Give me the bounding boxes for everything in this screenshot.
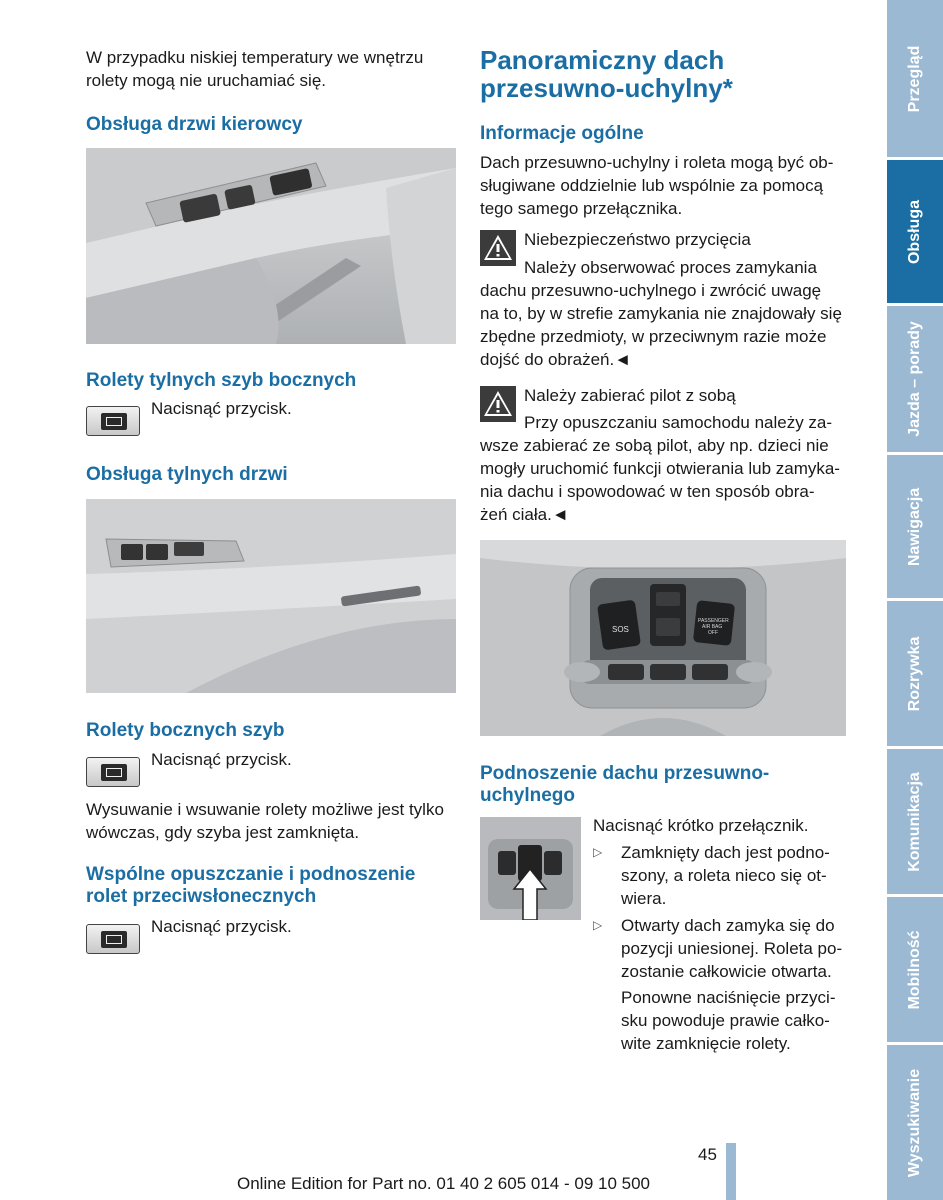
heading-side-blinds: Rolety bocznych szyb <box>86 720 285 741</box>
roof-console-photo <box>480 540 846 736</box>
heading-rear-side-blinds: Rolety tylnych szyb bocznych <box>86 370 357 391</box>
intro-text: W przypadku niskiej temperatury we wnętrzu rolety mogą nie uruchamiać się. <box>86 48 424 90</box>
page-number: 45 <box>698 1145 717 1164</box>
side-blind-button-icon <box>86 757 140 787</box>
press-text-3: Nacisnąć przycisk. <box>151 917 292 936</box>
airbag-label-3: OFF <box>708 630 718 636</box>
tab-rozrywka[interactable]: Rozrywka <box>887 601 943 746</box>
footer-edition: Online Edition for Part no. 01 40 2 605 014 - 09 10 500 <box>236 1174 650 1193</box>
bullet-2-text: Otwarty dach zamyka się do pozycji uniesionej. Roleta po- zostanie całkowicie otwarta. <box>621 916 843 981</box>
tab-nawigacja[interactable]: Nawigacja <box>887 455 943 598</box>
press-text-2: Nacisnąć przycisk. <box>151 750 292 769</box>
bullet-2-extra-text: Ponowne naciśnięcie przyci- sku powoduje prawie całko- wite zamknięcie rolety. <box>621 988 836 1053</box>
rear-door-photo <box>86 499 456 693</box>
tab-jazda-porady[interactable]: Jazda – porady <box>887 306 943 452</box>
bullet-marker: ▷ <box>593 918 603 932</box>
warning-2-text: Przy opuszczaniu samochodu należy za- wsze zabierać ze sobą pilot, aby np. dzieci nie mogły uruchomić funkcji otwierania lub zamyka- nia dachu i spowodować w ten sposób obra- żeń ciała.◄ <box>480 413 840 524</box>
press-text-1: Nacisnąć przycisk. <box>151 399 292 418</box>
tab-przeglad[interactable]: Przegląd <box>887 0 943 157</box>
general-info-text: Dach przesuwno-uchylny i roleta mogą być ob- sługiwane oddzielnie lub wspólnie za pomocą tego samego przełącznika. <box>480 153 834 218</box>
heading-general-info: Informacje ogólne <box>480 123 644 144</box>
airbag-label-1: PASSENGER <box>698 618 729 624</box>
bullet-1-text: Zamknięty dach jest podno- szony, a roleta nieco się ot- wiera. <box>621 843 830 908</box>
heading-common-blinds: Wspólne opuszczanie i podnoszenie rolet przeciwsłonecznych <box>86 864 416 907</box>
airbag-label-2: AIR BAG <box>702 624 723 630</box>
tab-komunikacja[interactable]: Komunikacja <box>887 749 943 894</box>
warning-2-title: Należy zabierać pilot z sobą <box>524 386 736 405</box>
heading-raise-roof: Podnoszenie dachu przesuwno- uchylnego <box>480 763 770 806</box>
warning-1-title: Niebezpieczeństwo przycięcia <box>524 230 751 249</box>
common-blind-button-icon <box>86 924 140 954</box>
driver-door-photo <box>86 148 456 344</box>
bullet-marker: ▷ <box>593 845 603 859</box>
side-blind-note: Wysuwanie i wsuwanie rolety możliwe jest tylko wówczas, gdy szyba jest zamknięta. <box>86 800 444 842</box>
tab-obsluga[interactable]: Obsługa <box>887 160 943 303</box>
rear-blind-button-icon <box>86 406 140 436</box>
raise-intro-text: Nacisnąć krótko przełącznik. <box>593 816 809 835</box>
sos-label: SOS <box>612 625 629 634</box>
page-title: Panoramiczny dach przesuwno-uchylny* <box>480 45 733 103</box>
heading-rear-doors: Obsługa tylnych drzwi <box>86 464 288 485</box>
warning-1-text: Należy obserwować proces zamykania dachu przesuwno-uchylnego i zwrócić uwagę na to, by w strefie zamykania nie znajdowały się zbędne przedmioty, w przeciwnym razie może dojść do obrażeń.◄ <box>480 258 842 369</box>
heading-driver-door: Obsługa drzwi kierowcy <box>86 114 303 135</box>
tab-wyszukiwanie[interactable]: Wyszukiwanie <box>887 1045 943 1200</box>
tab-mobilnosc[interactable]: Mobilność <box>887 897 943 1042</box>
roof-switch-photo <box>480 817 581 920</box>
